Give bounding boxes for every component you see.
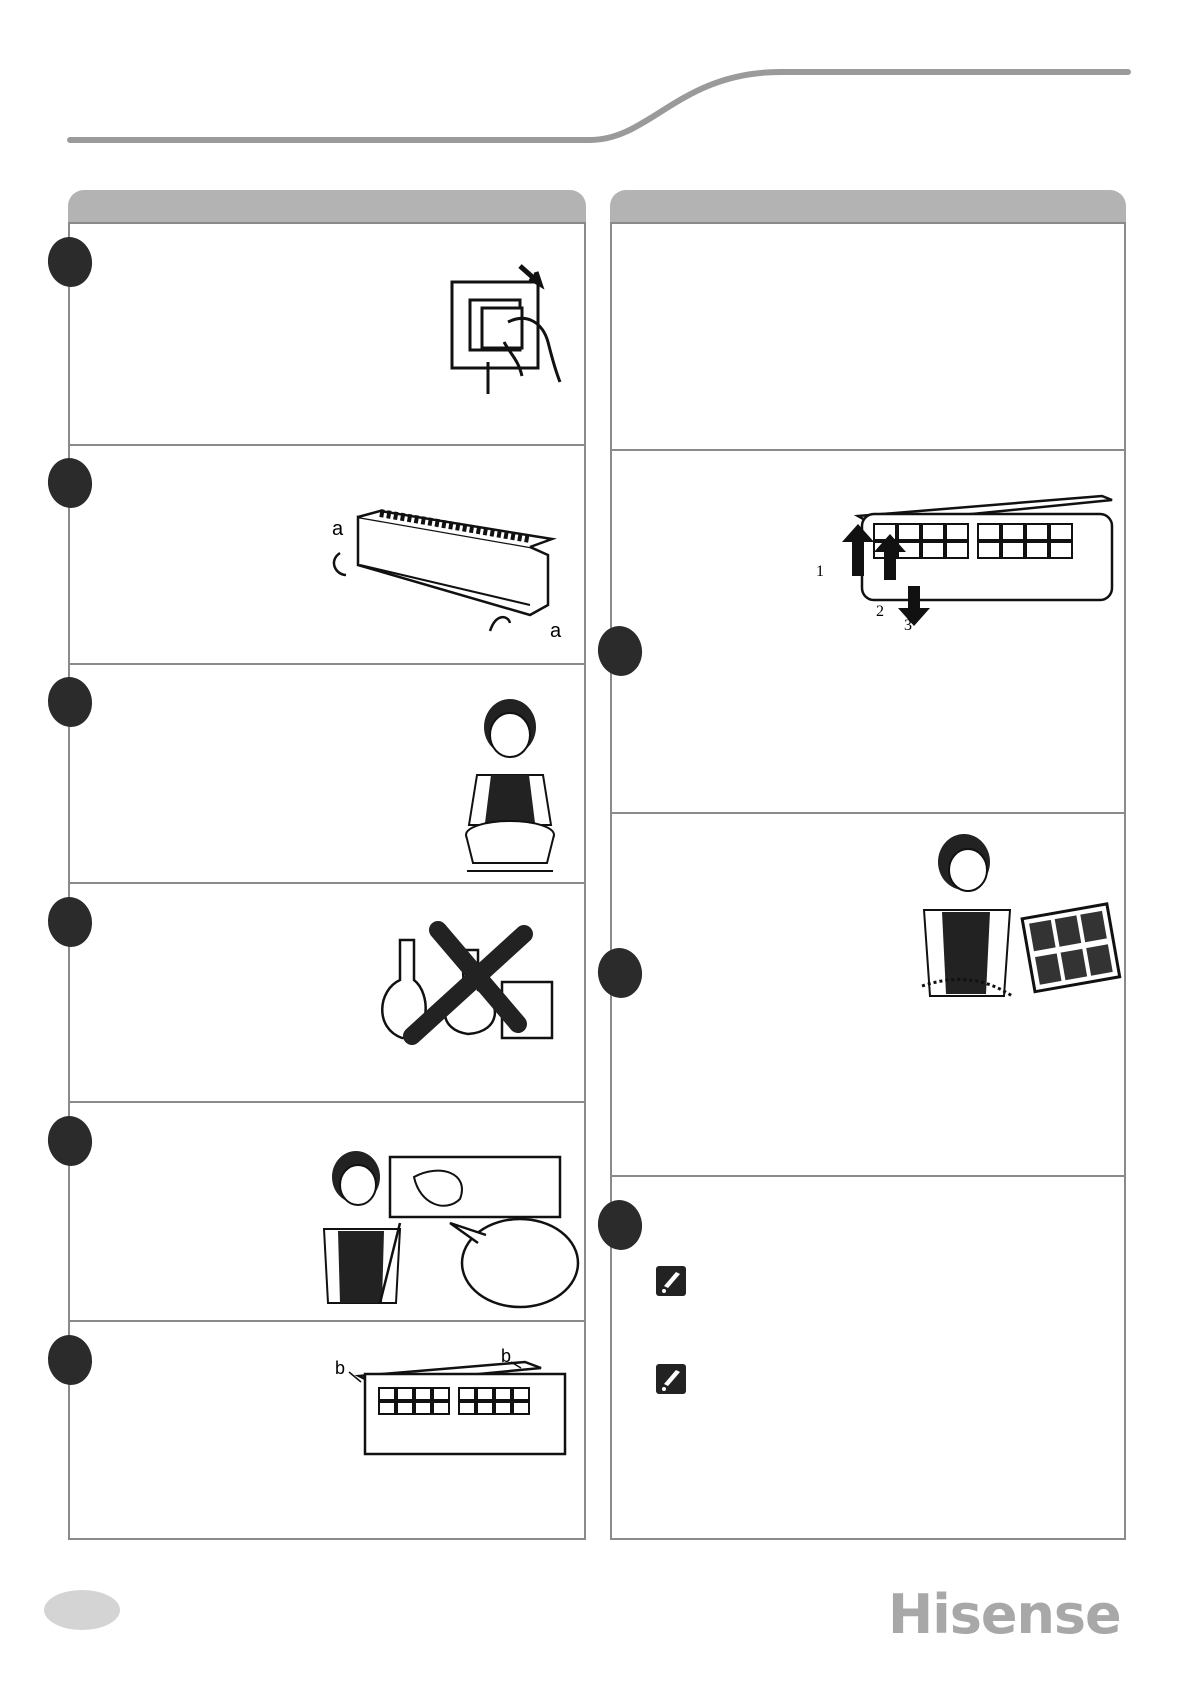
left-divider-1 — [68, 444, 586, 446]
left-divider-3 — [68, 882, 586, 884]
cleaning-filter-illustration — [912, 826, 1112, 1016]
filter-removal-illustration — [812, 490, 1132, 640]
page-number-oval — [44, 1590, 120, 1630]
no-chemicals-illustration — [368, 920, 568, 1050]
right-divider-3 — [610, 1175, 1126, 1177]
left-divider-4 — [68, 1101, 586, 1103]
hisense-logo: Hisense — [888, 1583, 1121, 1646]
filter-location-illustration — [335, 1346, 575, 1464]
open-front-panel-illustration — [320, 505, 580, 645]
wiping-unit-illustration — [310, 1143, 590, 1353]
note-icon — [656, 1364, 686, 1394]
header-swoosh — [0, 0, 1192, 160]
filter-label-b: b — [335, 1358, 346, 1378]
unplug-power-illustration — [448, 262, 578, 402]
left-column-header — [68, 190, 586, 226]
filter-label-b: b — [501, 1346, 512, 1366]
panel-label-a: a — [550, 620, 562, 642]
right-column-header — [610, 190, 1126, 226]
note-icon — [656, 1266, 686, 1296]
step-label-3: 3 — [904, 617, 912, 634]
left-divider-2 — [68, 663, 586, 665]
step-label-2: 2 — [876, 603, 884, 620]
right-divider-2 — [610, 812, 1126, 814]
panel-label-a: a — [332, 518, 344, 540]
woman-washing-illustration — [455, 695, 565, 875]
right-divider-1 — [610, 449, 1126, 451]
step-label-1: 1 — [816, 563, 824, 580]
